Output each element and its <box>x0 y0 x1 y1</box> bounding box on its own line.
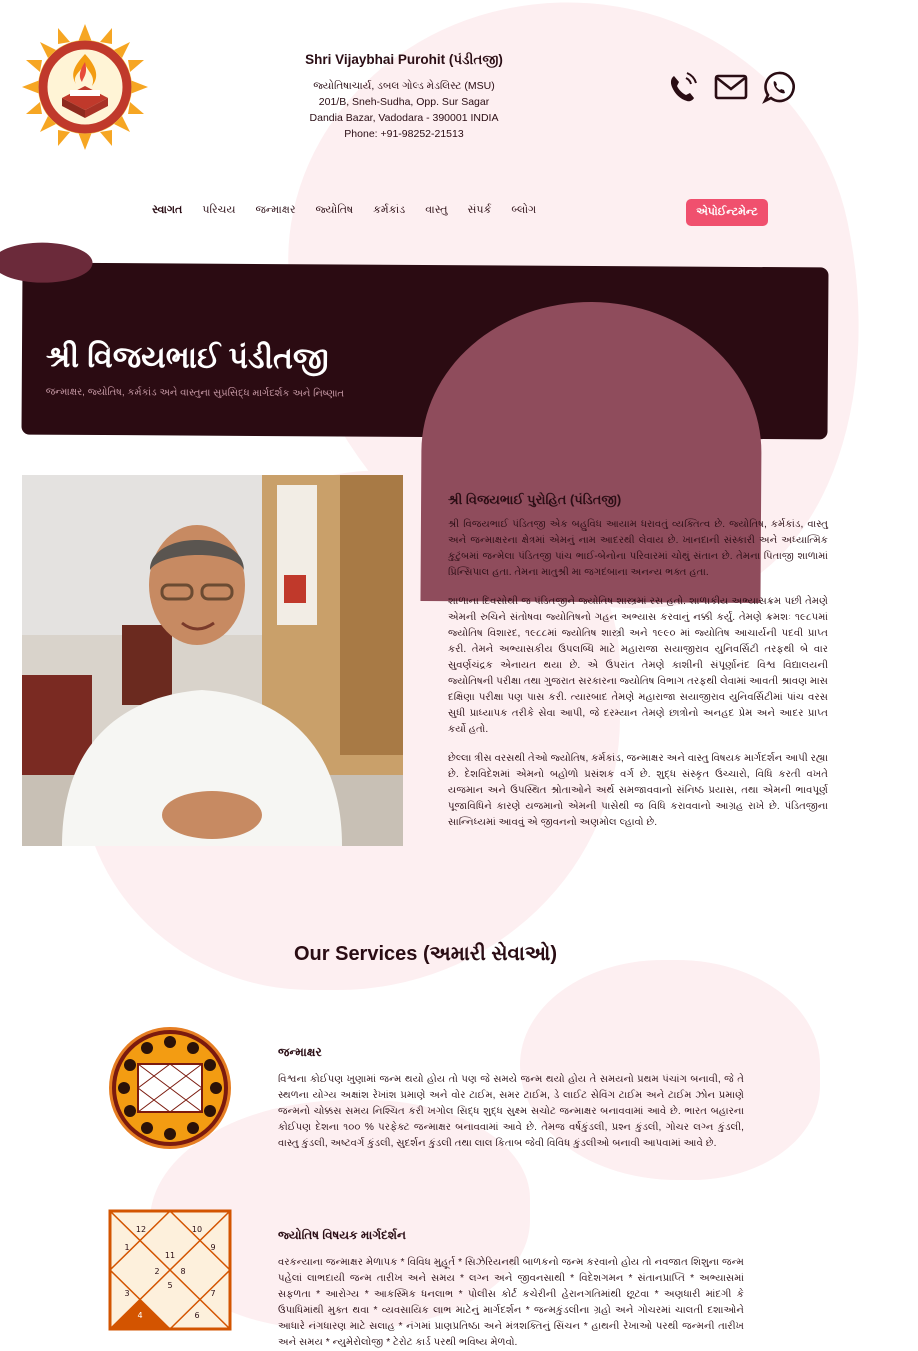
phone-icon[interactable] <box>666 70 700 104</box>
chart-house-number: 1 <box>124 1243 130 1252</box>
hero-title: શ્રી વિજયભાઈ પંડીતજી <box>45 340 329 376</box>
nav-item-horoscope[interactable]: જન્માક્ષર <box>255 204 296 216</box>
nav-item-blog[interactable]: બ્લોગ <box>511 204 537 216</box>
about-paragraph: શ્રી વિજયભાઈ પંડિતજી એક બહુવિધ આયામ ધરાવતું વ્યક્તિત્વ છે. જ્યોતિષ, કર્મકાંડ, વાસ્તુ અને જન્માક્ષરના ક્ષેત્રમાં એમનું નામ આદરથી લેવાય છે. ખાનદાની સંસ્કારી અને અધ્યાત્મિક કુટુંબમાં જન્મેલા પંડિતજી પાંચ ભાઈ-બેનોના પરિવારમાં ચોથું સંતાન છે. તેમના પિતાજી શાળામાં પ્રિન્સિપાલ હતા. તેમના માતુશ્રી મા જગદંબાના અનન્ય ભક્ત હતા. <box>448 519 828 578</box>
chart-house-number: 12 <box>135 1225 147 1234</box>
whatsapp-icon[interactable] <box>762 70 796 104</box>
service-description: વિશ્વના કોઈપણ ખુણામાં જન્મ થયો હોય તો પણ જે સમયે જન્મ થયો હોય તે સમયનો પ્રથમ પંચાંગ બનાવી, જે તે સ્થળના યોગ્ય અક્ષાંશ રેખાંશ પ્રમાણે અને વોર ટાઈમ, સમર ટાઈમ, ડે લાઈટ સેવિંગ ટાઈમ અને ટાઈમ ઝોન પ્રમાણે જન્મનો ચોક્કસ સમય નિશ્ચિત કરી ખગોલ સિદ્ધ શુદ્ધ સુક્ષ્મ સચોટ જન્માક્ષર બનાવવામાં આવે છે. ભારત બહારના કોઈપણ દેશના ૧૦૦ % પરફેક્ટ જન્માક્ષર બનાવવામાં આવે છે. તેમજ વર્ષકુંડલી, પ્રશ્ન કુંડલી, ગોચર લગ્ન કુંડલી, વાસ્તુ કુંડલી, અષ્ટવર્ગ કુંડલી, સુદર્શન કુંડલી તથા લાલ કિતાબ જેવી વિવિધ કુંડલીઓ બનાવી આપવામાં આવે છે. <box>278 1074 744 1149</box>
service-horoscope <box>278 1045 744 1152</box>
about-section <box>448 492 828 844</box>
address-line-1: 201/B, Sneh-Sudha, Opp. Sur Sagar <box>318 96 490 108</box>
chart-house-number: 5 <box>167 1281 173 1290</box>
chart-house-number: 8 <box>180 1267 186 1276</box>
nav-item-contact[interactable]: સંપર્ક <box>467 204 492 216</box>
portrait-photo <box>22 475 403 846</box>
nav-item-rituals[interactable]: કર્મકાંડ <box>373 204 406 216</box>
nav-item-introduction[interactable]: પરિચય <box>202 204 236 216</box>
site-logo[interactable] <box>22 24 148 150</box>
nav-item-astrology[interactable]: જ્યોતિષ <box>315 204 354 216</box>
about-paragraph: શાળાના દિવસોથી જ પંડિતજીને જ્યોતિષ શાસ્ત્રમાં રસ હતો. શાળાકીય અભ્યાસક્રમ પછી તેમણે એમની રુચિને સંતોષવા જ્યોતિષનો ગહન અભ્યાસ કરવાનું નક્કી કર્યું. તેમણે ક્રમશઃ ૧૯૮૫માં જ્યોતિષ વિશારદ, ૧૯૮૮માં જ્યોતિષ શાસ્ત્રી અને ૧૯૯૦ માં જ્યોતિષ આચાર્યની પદવી પ્રાપ્ત કરી. તેમને અભ્યાસકીય ઉપલબ્ધિ માટે મહારાજા સયાજીરાવ યુનિવર્સિટી તરફથી બે વાર સુવર્ણચંદ્રક એનાયત થયા છે. એ ઉપરાંત તેમણે કાશીની સંપૂર્ણાનંદ વિશ્વ વિદ્યાલયની જ્યોતિષની પરીક્ષા તથા ગુજરાત સરકારના જ્યોતિષ વિભાગ તરફથી લેવામાં આવતી શ્રાવણ માસ દક્ષિણા પરીક્ષા પણ પાસ કરી. ત્યારબાદ તેમણે મહારાજા સયાજીરાવ યુનિવર્સિટીમાં પાંચ વરસ સુધી પ્રાધ્યાપક તરીકે સેવા આપી, જે દરમ્યાન તેમણે છાત્રોનો અનહદ પ્રેમ અને આદર પ્રાપ્ત કર્યો હતો. <box>448 596 828 735</box>
chart-house-number: 9 <box>210 1243 216 1252</box>
chart-house-number: 10 <box>191 1225 203 1234</box>
zodiac-wheel-icon <box>108 1026 232 1150</box>
hero-banner <box>21 263 828 440</box>
mail-icon[interactable] <box>714 70 748 104</box>
services-title: Our Services (અમારી સેવાઓ) <box>293 943 558 965</box>
about-paragraph: છેલ્લા ત્રીસ વરસથી તેઓ જ્યોતિષ, કર્મકાંડ, જન્માક્ષર અને વાસ્તુ વિષયક માર્ગદર્શન આપી રહ્યા છે. દેશવિદેશમાં એમનો બહોળો પ્રસંશક વર્ગ છે. શુદ્ધ સંસ્કૃત ઉચ્ચારો, વિધિ કરતી વખતે યજમાન અને ઉપસ્થિત શ્રોતાઓને અર્થ સમજાવવાનો સંનિષ્ઠ પ્રયાસ, તથા એમની ભાવપૂર્ણ પૂજાવિધિને કારણે યજમાનો એમની પાસેથી જ વિધિ કરાવવાનો આગ્રહ રાખે છે. પંડિતજીના સાન્નિધ્યમાં આવવું એ જીવનનો અણમોલ લ્હાવો છે. <box>448 753 828 828</box>
nav-item-welcome[interactable]: સ્વાગત <box>152 204 183 216</box>
service-heading: જન્માક્ષર <box>278 1045 322 1059</box>
service-description: વરકન્યાના જન્માક્ષર મેળાપક * વિવિધ મુહૂર્ત * સિઝેરિયનથી બાળકનો જન્મ કરવાનો હોય તો નવજાત શિશુના જન્મ પહેલાં લાભદાયી જન્મ તારીખ અને સમય * લગ્ન અને જીવનસાથી * વિદેશગમન * સંતાનપ્રાપ્તિ * અભ્યાસમાં સફળતા * આરોગ્ય * આકસ્મિક ધનલાભ * પોલીસ કોર્ટ કચેરીની હેરાનગતિમાંથી છૂટવા * અણધારી માંદગી કે ઉપાધિમાંથી મુક્ત થવા * વ્યવસાયિક લાભ માટેનું માર્ગદર્શન * જન્મકુંડલીના ગ્રહો અને ગોચરમાં ચાલતી દશાઓને આધારે નંગધારણ માટે સલાહ * નંગમાં પ્રાણપ્રતિષ્ઠા અને મંત્રશક્તિનું સિંચન * હાથની રેખાઓ પરથી જન્મની તારીખ અને સમય * ન્યુમેરોલોજી * ટેરોટ કાર્ડ પરથી ભવિષ્ય મેળવો. <box>278 1257 744 1348</box>
address-line-2: Dandia Bazar, Vadodara - 390001 INDIA <box>309 112 499 124</box>
appointment-button[interactable]: એપોઈન્ટમેન્ટ <box>686 199 768 226</box>
site-owner-name: Shri Vijaybhai Purohit (પંડીતજી) <box>305 52 503 67</box>
hero-subtitle: જન્માક્ષર, જ્યોતિષ, કર્મકાંડ અને વાસ્તુના સુપ્રસિદ્ધ માર્ગદર્શક અને નિષ્ણાત <box>45 386 345 400</box>
birth-chart-icon <box>109 1210 231 1330</box>
chart-house-number: 3 <box>124 1289 130 1298</box>
about-heading: શ્રી વિજયભાઈ પુરોહિત (પંડિતજી) <box>448 492 622 507</box>
service-astrology-guidance <box>278 1228 744 1351</box>
phone-number[interactable]: Phone: +91-98252-21513 <box>344 128 464 140</box>
chart-house-number: 6 <box>194 1311 200 1320</box>
chart-house-number: 2 <box>154 1267 160 1276</box>
chart-house-number: 7 <box>210 1289 216 1298</box>
service-heading: જ્યોતિષ વિષયક માર્ગદર્શન <box>278 1228 406 1242</box>
nav-item-vastu[interactable]: વાસ્તુ <box>425 204 448 216</box>
main-nav <box>152 204 536 217</box>
chart-house-number: 4 <box>137 1311 143 1320</box>
header-contact-icons <box>666 70 796 104</box>
qualification-text: જ્યોતિષાચાર્ય, ડબલ ગોલ્ડ મેડલિસ્ટ (MSU) <box>313 80 495 92</box>
chart-house-number: 11 <box>164 1251 176 1260</box>
hero-decor-shape <box>0 242 93 283</box>
contact-info <box>254 52 554 142</box>
